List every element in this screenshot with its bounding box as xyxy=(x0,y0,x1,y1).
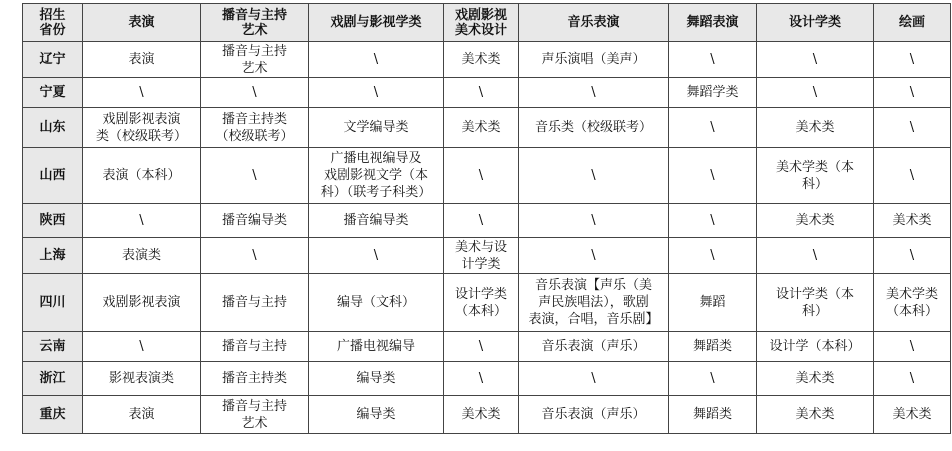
table-row xyxy=(23,238,951,274)
table-cell: 播音主持类 （校级联考） xyxy=(201,108,309,148)
table-cell: 音乐表演（声乐） xyxy=(519,396,669,434)
table-cell: \ xyxy=(669,148,757,204)
table-row xyxy=(23,274,951,332)
table-cell: \ xyxy=(444,204,519,238)
table-cell: \ xyxy=(309,42,444,78)
province-cell: 山西 xyxy=(23,148,83,204)
province-cell: 浙江 xyxy=(23,362,83,396)
table-cell: 广播电视编导及 戏剧影视文学（本 科）（联考子科类） xyxy=(309,148,444,204)
table-cell: \ xyxy=(201,238,309,274)
table-cell: 舞蹈学类 xyxy=(669,78,757,108)
table-cell: 舞蹈类 xyxy=(669,332,757,362)
header-cell-performance: 表演 xyxy=(83,4,201,42)
table-row xyxy=(23,108,951,148)
table-row xyxy=(23,396,951,434)
table-cell: 表演类 xyxy=(83,238,201,274)
table-cell: \ xyxy=(519,362,669,396)
table-cell: 广播电视编导 xyxy=(309,332,444,362)
header-cell-broadcasting: 播音与主持 艺术 xyxy=(201,4,309,42)
table-cell: \ xyxy=(83,204,201,238)
province-cell: 山东 xyxy=(23,108,83,148)
table-cell: 美术类 xyxy=(757,204,874,238)
table-cell: 播音与主持 艺术 xyxy=(201,396,309,434)
table-cell: \ xyxy=(519,78,669,108)
table-cell: 音乐表演（声乐） xyxy=(519,332,669,362)
table-cell: 舞蹈 xyxy=(669,274,757,332)
table-cell: 播音与主持 xyxy=(201,332,309,362)
table-cell: 编导（文科） xyxy=(309,274,444,332)
province-cell: 辽宁 xyxy=(23,42,83,78)
table-cell: \ xyxy=(669,42,757,78)
table-cell: \ xyxy=(519,238,669,274)
table-cell: \ xyxy=(757,238,874,274)
table-cell: 播音编导类 xyxy=(309,204,444,238)
table-cell: 设计学（本科） xyxy=(757,332,874,362)
table-row xyxy=(23,204,951,238)
table-cell: 美术类 xyxy=(757,108,874,148)
table-cell: 舞蹈类 xyxy=(669,396,757,434)
table-cell: 戏剧影视表演 类（校级联考） xyxy=(83,108,201,148)
table-cell: 编导类 xyxy=(309,362,444,396)
table-cell: 美术学类 （本科） xyxy=(874,274,951,332)
province-cell: 四川 xyxy=(23,274,83,332)
header-row xyxy=(23,4,951,42)
table-cell: 设计学类 （本科） xyxy=(444,274,519,332)
table-cell: \ xyxy=(874,42,951,78)
province-cell: 重庆 xyxy=(23,396,83,434)
table-cell: 设计学类（本 科） xyxy=(757,274,874,332)
table-cell: 影视表演类 xyxy=(83,362,201,396)
table-cell: 戏剧影视表演 xyxy=(83,274,201,332)
table-cell: \ xyxy=(874,148,951,204)
admission-table xyxy=(22,3,951,434)
table-row xyxy=(23,78,951,108)
table-cell: 音乐类（校级联考） xyxy=(519,108,669,148)
table-wrapper xyxy=(22,3,951,434)
table-cell: \ xyxy=(874,108,951,148)
table-cell: \ xyxy=(874,238,951,274)
table-cell: \ xyxy=(201,78,309,108)
table-cell: \ xyxy=(444,78,519,108)
table-cell: 播音主持类 xyxy=(201,362,309,396)
header-cell-dance: 舞蹈表演 xyxy=(669,4,757,42)
table-row xyxy=(23,148,951,204)
table-cell: 美术学类（本 科） xyxy=(757,148,874,204)
header-cell-design: 设计学类 xyxy=(757,4,874,42)
table-cell: \ xyxy=(874,332,951,362)
table-cell: 美术类 xyxy=(757,362,874,396)
table-cell: 播音与主持 艺术 xyxy=(201,42,309,78)
header-cell-music: 音乐表演 xyxy=(519,4,669,42)
table-cell: \ xyxy=(309,238,444,274)
table-cell: \ xyxy=(519,204,669,238)
table-cell: 美术与设 计学类 xyxy=(444,238,519,274)
table-cell: 表演 xyxy=(83,396,201,434)
table-cell: \ xyxy=(669,108,757,148)
table-cell: \ xyxy=(874,78,951,108)
header-cell-province: 招生 省份 xyxy=(23,4,83,42)
table-cell: 播音编导类 xyxy=(201,204,309,238)
province-cell: 陕西 xyxy=(23,204,83,238)
table-cell: 美术类 xyxy=(444,42,519,78)
table-cell: 文学编导类 xyxy=(309,108,444,148)
table-cell: 美术类 xyxy=(874,396,951,434)
table-cell: 美术类 xyxy=(874,204,951,238)
table-cell: \ xyxy=(83,332,201,362)
table-cell: 播音与主持 xyxy=(201,274,309,332)
table-cell: 编导类 xyxy=(309,396,444,434)
province-cell: 云南 xyxy=(23,332,83,362)
table-cell: \ xyxy=(669,362,757,396)
table-row xyxy=(23,362,951,396)
table-cell: 表演 xyxy=(83,42,201,78)
table-cell: 音乐表演【声乐（美 声民族唱法），歌剧 表演，合唱，音乐剧】 xyxy=(519,274,669,332)
table-cell: \ xyxy=(874,362,951,396)
province-cell: 宁夏 xyxy=(23,78,83,108)
table-cell: \ xyxy=(444,362,519,396)
table-cell: \ xyxy=(83,78,201,108)
table-cell: \ xyxy=(669,238,757,274)
table-cell: 美术类 xyxy=(757,396,874,434)
table-cell: \ xyxy=(519,148,669,204)
table-row xyxy=(23,332,951,362)
table-row xyxy=(23,42,951,78)
table-cell: \ xyxy=(201,148,309,204)
table-cell: \ xyxy=(669,204,757,238)
table-cell: 表演（本科） xyxy=(83,148,201,204)
province-cell: 上海 xyxy=(23,238,83,274)
table-cell: 声乐演唱（美声） xyxy=(519,42,669,78)
table-cell: 美术类 xyxy=(444,396,519,434)
table-cell: \ xyxy=(309,78,444,108)
table-cell: \ xyxy=(444,148,519,204)
header-cell-art-design: 戏剧影视 美术设计 xyxy=(444,4,519,42)
header-cell-painting: 绘画 xyxy=(874,4,951,42)
table-cell: \ xyxy=(444,332,519,362)
table-cell: \ xyxy=(757,78,874,108)
table-cell: \ xyxy=(757,42,874,78)
table-cell: 美术类 xyxy=(444,108,519,148)
header-cell-drama-film: 戏剧与影视学类 xyxy=(309,4,444,42)
